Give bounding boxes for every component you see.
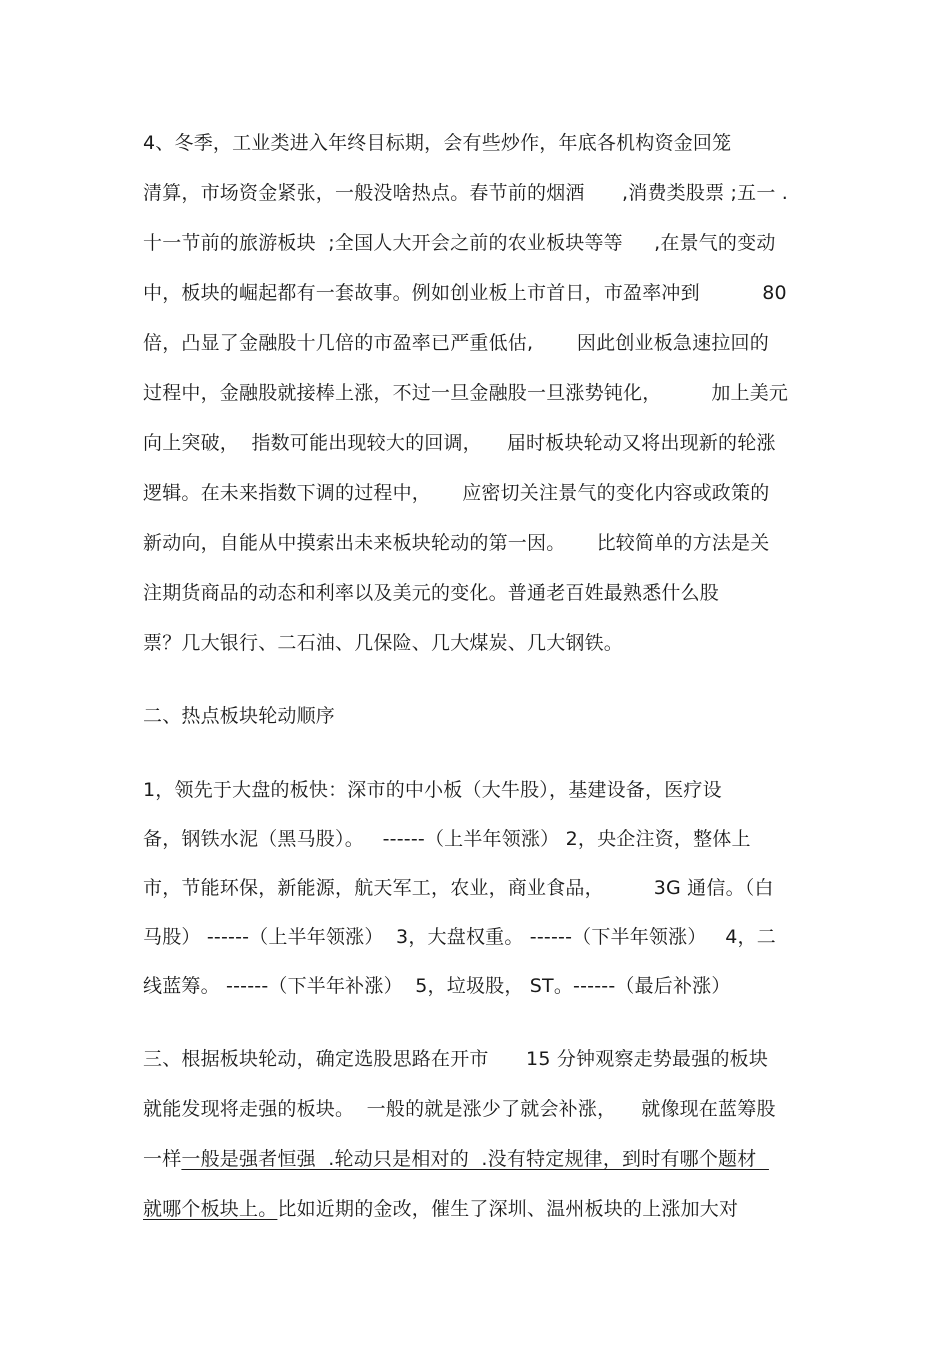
paragraph-line: 备，钢铁水泥（黑马股）。 ------（上半年领涨） 2，央企注资，整体上: [143, 828, 751, 850]
paragraph-line: 三、根据板块轮动，确定选股思路在开市 15 分钟观察走势最强的板块: [143, 1048, 769, 1070]
paragraph-line: 市，节能环保，新能源，航天军工，农业，商业食品， 3G 通信。（白: [143, 877, 774, 899]
paragraph-line: 4、冬季，工业类进入年终目标期，会有些炒作，年底各机构资金回笼: [143, 132, 732, 154]
paragraph-line: 过程中，金融股就接棒上涨，不过一旦金融股一旦涨势钝化， 加上美元: [143, 382, 789, 404]
paragraph-line: 逻辑。在未来指数下调的过程中， 应密切关注景气的变化内容或政策的: [143, 482, 770, 504]
paragraph-line: 清算，市场资金紧张，一般没啥热点。春节前的烟酒 ,消费类股票 ;五一 .: [143, 182, 788, 204]
section-heading: 二、热点板块轮动顺序: [143, 705, 336, 727]
paragraph-line: 新动向，自能从中摸索出未来板块轮动的第一因。 比较简单的方法是关: [143, 532, 770, 554]
paragraph-line: 十一节前的旅游板块 ;全国人大开会之前的农业板块等等 ,在景气的变动: [143, 232, 776, 254]
paragraph-line: 倍，凸显了金融股十几倍的市盈率已严重低估, 因此创业板急速拉回的: [143, 332, 769, 354]
paragraph-line: 票？几大银行、二石油、几保险、几大煤炭、几大钢铁。: [143, 632, 624, 654]
paragraph-line: [143, 1146, 769, 1172]
paragraph-line: 1，领先于大盘的板快：深市的中小板（大牛股），基建设备，医疗设: [143, 779, 722, 801]
paragraph-line: 注期货商品的动态和利率以及美元的变化。普通老百姓最熟悉什么股: [143, 582, 720, 604]
underlined-text: 就哪个板块上。: [143, 1198, 278, 1220]
paragraph-line: [143, 1196, 738, 1222]
paragraph-line: 向上突破， 指数可能出现较大的回调， 届时板块轮动又将出现新的轮涨: [143, 432, 776, 454]
underlined-text: 一般是强者恒强 .轮动只是相对的 .没有特定规律，到时有哪个题材: [181, 1148, 769, 1170]
paragraph-line: 线蓝筹。 ------（下半年补涨） 5，垃圾股， ST。------（最后补涨）: [143, 975, 731, 997]
plain-text: 一样: [143, 1148, 182, 1170]
paragraph-line: 马股） ------（上半年领涨） 3，大盘权重。 ------（下半年领涨） 4，二: [143, 926, 776, 948]
paragraph-line: 中，板块的崛起都有一套故事。例如创业板上市首日，市盈率冲到 80: [143, 282, 787, 304]
plain-text: 比如近期的金改，催生了深圳、温州板块的上涨加大对: [277, 1198, 739, 1220]
paragraph-line: 就能发现将走强的板块。 一般的就是涨少了就会补涨， 就像现在蓝筹股: [143, 1098, 776, 1120]
